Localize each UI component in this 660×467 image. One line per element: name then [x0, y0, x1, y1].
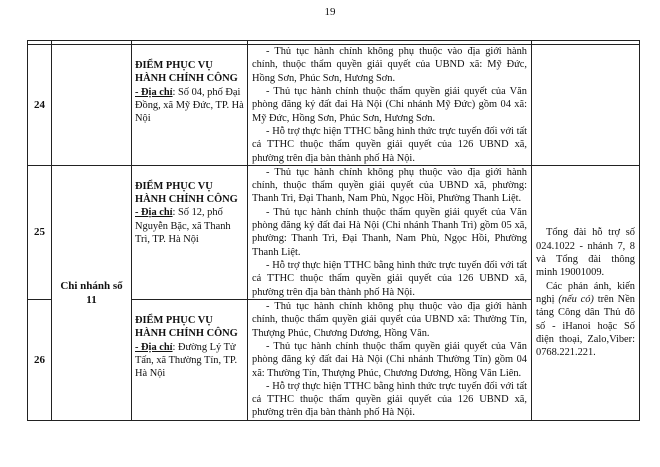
procedure-item: - Hỗ trợ thực hiện TTHC bằng hình thức trực tuyến đối với tất cả TTHC thuộc thẩm quyền giải quyết của 126 UBND xã, phường trên địa bàn thành phố Hà Nội. — [252, 125, 527, 164]
contact-cell-empty — [532, 45, 640, 166]
address-label: - Địa chỉ — [135, 207, 173, 219]
row-number: 25 — [28, 165, 52, 299]
service-point-cell — [132, 45, 248, 166]
procedures-cell — [248, 45, 532, 166]
service-point-title: ĐIỂM PHỤC VỤ HÀNH CHÍNH CÔNG — [135, 314, 238, 340]
procedure-item: - Hỗ trợ thực hiện TTHC bằng hình thức trực tuyến đối với tất cả TTHC thuộc thẩm quyền giải quyết của 126 UBND xã, phường trên địa bàn thành phố Hà Nội. — [252, 380, 527, 419]
service-point-title: ĐIỂM PHỤC VỤ HÀNH CHÍNH CÔNG — [135, 180, 238, 206]
service-point-title: ĐIỂM PHỤC VỤ HÀNH CHÍNH CÔNG — [135, 60, 238, 85]
procedure-item: - Thủ tục hành chính không phụ thuộc vào địa giới hành chính, thuộc thẩm quyền giải quyết của UBND xã, phường: Thanh Trì, Đại Thanh, Nam Phù, Ngọc Hồi, Phường Thanh Liệt. — [252, 166, 527, 205]
address-label: - Địa chỉ — [135, 86, 173, 98]
address-text: : Số 04, phố Đại Đồng, xã Mỹ Đức, TP. Hà Nội — [135, 86, 244, 125]
procedures-cell — [248, 165, 532, 299]
procedure-item: - Hỗ trợ thực hiện TTHC bằng hình thức trực tuyến đối với tất cả TTHC thuộc thẩm quyền giải quyết của 126 UBND xã, phường trên địa bàn thành phố Hà Nội. — [252, 260, 527, 298]
branch-cell-empty — [52, 45, 132, 166]
feedback-optional: (nếu có) — [558, 293, 594, 305]
row-number: 24 — [28, 45, 52, 166]
hotline-text: Tổng đài hỗ trợ số 024.1022 - nhánh 7, 8 và Tổng đài thông minh 19001009. — [536, 227, 635, 279]
procedure-item: - Thủ tục hành chính thuộc thẩm quyền giải quyết của Văn phòng đăng ký đất đai Hà Nội (Chi nhánh Mỹ Đức) gồm 04 xã: Mỹ Đức, Hồng Sơn, Phúc Sơn, Hương Sơn. — [252, 85, 527, 124]
procedure-item: - Thủ tục hành chính không phụ thuộc vào địa giới hành chính, thuộc thẩm quyền giải quyết của UBND xã: Mỹ Đức, Hồng Sơn, Phúc Sơn, Hương Sơn. — [252, 46, 527, 84]
feedback-channels: trên Nền tảng Công dân Thủ đô số - iHanoi hoặc Số điện thoại, Zalo,Viber: 0768.221.221. — [536, 293, 635, 359]
page-number: 19 — [324, 6, 336, 18]
table-row — [28, 165, 640, 299]
contact-info — [532, 165, 640, 420]
branch-name: Chi nhánh số 11 — [52, 165, 132, 420]
feedback-text — [536, 280, 635, 360]
service-point-cell — [132, 165, 248, 299]
feedback-intro: Các phản ánh, kiến nghị — [536, 280, 635, 305]
row-number: 26 — [28, 299, 52, 420]
table-row — [28, 45, 640, 166]
procedure-item: - Thủ tục hành chính thuộc thẩm quyền giải quyết của Văn phòng đăng ký đất đai Hà Nội (Chi nhánh Thường Tín) gồm 04 xã: Thường Tín, Thượng Phúc, Chương Dương, Hồng Vân Liên. — [252, 340, 527, 379]
procedures-cell — [248, 299, 532, 420]
address-text: : Số 12, phố Nguyễn Bặc, xã Thanh Trì, TP. Hà Nội — [135, 207, 231, 246]
address-label: - Địa chỉ — [135, 341, 173, 353]
service-point-cell — [132, 299, 248, 420]
procedure-item: - Thủ tục hành chính thuộc thẩm quyền giải quyết của Văn phòng đăng ký đất đai Hà Nội (Chi nhánh Thanh Trì) gồm 05 xã, phường: Thanh Trì, Đại Thanh, Nam Phù, Ngọc Hồi, Phường Thanh Liệt. — [252, 206, 527, 258]
procedure-item: - Thủ tục hành chính không phụ thuộc vào địa giới hành chính, thuộc thẩm quyền giải quyết của UBND xã: Thường Tín, Thượng Phúc, Chương Dương, Hồng Vân. — [252, 300, 527, 339]
address-text: : Đường Lý Tử Tấn, xã Thường Tín, TP. Hà Nội — [135, 341, 238, 380]
service-points-table — [27, 40, 640, 421]
